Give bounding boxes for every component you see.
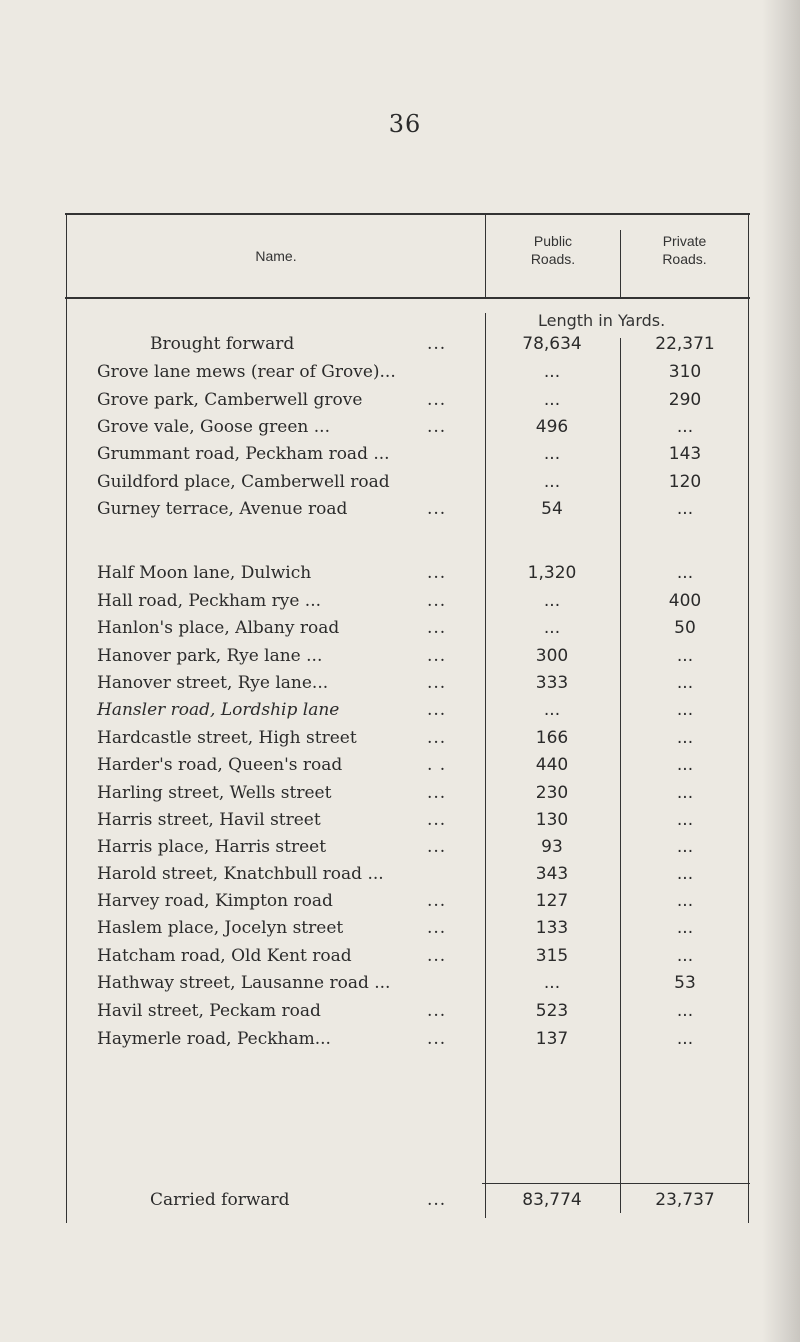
row-private-value: ... (676, 918, 694, 938)
row-private-value: 120 (668, 472, 702, 492)
table-row (0, 783, 800, 810)
table-row (0, 499, 800, 526)
row-private-value: ... (676, 563, 694, 583)
row-name: Harder's road, Queen's road (97, 755, 343, 775)
row-public-value: 440 (535, 755, 569, 775)
row-name: Gurney terrace, Avenue road (97, 499, 348, 519)
row-name: Half Moon lane, Dulwich (97, 563, 312, 583)
row-public-value: 1,320 (527, 563, 577, 583)
row-private-value: ... (676, 946, 694, 966)
row-private-value: ... (676, 837, 694, 857)
table-row (0, 837, 800, 864)
table-row (0, 563, 800, 590)
row-public-value: 315 (535, 946, 569, 966)
row-private-value: ... (676, 728, 694, 748)
row-public-value: 523 (535, 1001, 569, 1021)
row-leader-dots: ... (427, 946, 447, 966)
row-public-value: 83,774 (522, 1190, 582, 1210)
header-public-roads: Public Roads. (530, 233, 576, 267)
table-row (0, 755, 800, 782)
row-leader-dots: ... (427, 417, 447, 437)
row-private-value: ... (676, 417, 694, 437)
row-public-value: ... (543, 472, 561, 492)
row-public-value: ... (543, 444, 561, 464)
row-leader-dots: ... (427, 810, 447, 830)
row-leader-dots: ... (427, 563, 447, 583)
header-rule (65, 297, 750, 299)
row-public-value: ... (543, 362, 561, 382)
carried-forward-row (0, 1190, 800, 1217)
row-private-value: ... (676, 673, 694, 693)
row-name: Hatcham road, Old Kent road (97, 946, 352, 966)
table-row (0, 417, 800, 444)
row-name: Hall road, Peckham rye ... (97, 591, 321, 611)
row-name: Hansler road, Lordship lane (97, 700, 340, 720)
row-leader-dots: ... (427, 700, 447, 720)
table-row (0, 946, 800, 973)
row-name: Haslem place, Jocelyn street (97, 918, 344, 938)
row-public-value: 230 (535, 783, 569, 803)
row-name: Grove lane mews (rear of Grove)... (97, 362, 396, 382)
row-leader-dots: ... (427, 1001, 447, 1021)
row-name: Hanover park, Rye lane ... (97, 646, 323, 666)
table-row (0, 810, 800, 837)
row-private-value: 310 (668, 362, 702, 382)
table-row (0, 591, 800, 618)
row-name: Harold street, Knatchbull road ... (97, 864, 384, 884)
row-name: Harling street, Wells street (97, 783, 332, 803)
row-private-value: 290 (668, 390, 702, 410)
table-row (0, 673, 800, 700)
row-name: Grove vale, Goose green ... (97, 417, 330, 437)
row-name: Brought forward (150, 334, 295, 354)
row-private-value: ... (676, 1029, 694, 1049)
row-leader-dots: ... (427, 390, 447, 410)
row-private-value: ... (676, 1001, 694, 1021)
row-leader-dots: ... (427, 891, 447, 911)
row-leader-dots: ... (427, 1190, 447, 1210)
row-name: Hanlon's place, Albany road (97, 618, 340, 638)
top-rule (65, 213, 750, 215)
row-private-value: ... (676, 646, 694, 666)
row-name: Grove park, Camberwell grove (97, 390, 363, 410)
brought-forward-row (0, 334, 800, 361)
row-leader-dots: ... (427, 673, 447, 693)
total-rule (482, 1183, 750, 1184)
row-name: Harris street, Havil street (97, 810, 321, 830)
row-name: Grummant road, Peckham road ... (97, 444, 390, 464)
row-leader-dots: ... (427, 728, 447, 748)
table-row (0, 362, 800, 389)
row-private-value: ... (676, 810, 694, 830)
row-public-value: ... (543, 618, 561, 638)
row-private-value: 143 (668, 444, 702, 464)
row-public-value: 496 (535, 417, 569, 437)
row-name: Harvey road, Kimpton road (97, 891, 333, 911)
row-public-value: 93 (541, 837, 563, 857)
row-private-value: ... (676, 499, 694, 519)
row-private-value: ... (676, 864, 694, 884)
page-number: 36 (388, 110, 422, 138)
row-private-value: 400 (668, 591, 702, 611)
row-public-value: 300 (535, 646, 569, 666)
table-row (0, 700, 800, 727)
row-public-value: 130 (535, 810, 569, 830)
row-leader-dots: ... (427, 591, 447, 611)
row-name: Carried forward (150, 1190, 290, 1210)
row-public-value: 137 (535, 1029, 569, 1049)
row-leader-dots: ... (427, 618, 447, 638)
row-private-value: ... (676, 783, 694, 803)
table-row (0, 891, 800, 918)
row-leader-dots: . . (427, 755, 447, 775)
table-row (0, 472, 800, 499)
row-name: Havil street, Peckam road (97, 1001, 321, 1021)
row-leader-dots: ... (427, 499, 447, 519)
row-leader-dots: ... (427, 837, 447, 857)
table-row (0, 646, 800, 673)
row-private-value: ... (676, 891, 694, 911)
row-public-value: 166 (535, 728, 569, 748)
table-row (0, 618, 800, 645)
row-leader-dots: ... (427, 646, 447, 666)
row-name: Hanover street, Rye lane... (97, 673, 329, 693)
table-row (0, 1029, 800, 1056)
header-name: Name. (255, 248, 297, 264)
table-row (0, 728, 800, 755)
row-private-value: ... (676, 700, 694, 720)
row-name: Guildford place, Camberwell road (97, 472, 390, 492)
row-leader-dots: ... (427, 918, 447, 938)
table-row (0, 1001, 800, 1028)
row-name: Haymerle road, Peckham... (97, 1029, 331, 1049)
row-public-value: 133 (535, 918, 569, 938)
row-public-value: ... (543, 591, 561, 611)
row-private-value: 22,371 (655, 334, 715, 354)
row-leader-dots: ... (427, 783, 447, 803)
row-private-value: ... (676, 755, 694, 775)
unit-label: Length in Yards. (538, 311, 666, 330)
row-public-value: ... (543, 973, 561, 993)
row-leader-dots: ... (427, 1029, 447, 1049)
row-public-value: ... (543, 700, 561, 720)
row-public-value: 127 (535, 891, 569, 911)
row-public-value: 78,634 (522, 334, 582, 354)
row-public-value: 54 (541, 499, 563, 519)
row-private-value: 53 (674, 973, 696, 993)
row-public-value: ... (543, 390, 561, 410)
row-name: Harris place, Harris street (97, 837, 327, 857)
row-private-value: 50 (674, 618, 696, 638)
row-public-value: 333 (535, 673, 569, 693)
row-leader-dots: ... (427, 334, 447, 354)
table-row (0, 390, 800, 417)
table-row (0, 444, 800, 471)
row-public-value: 343 (535, 864, 569, 884)
row-name: Hathway street, Lausanne road ... (97, 973, 391, 993)
table-row (0, 918, 800, 945)
row-private-value: 23,737 (655, 1190, 715, 1210)
header-private-roads: Private Roads. (662, 233, 707, 267)
table-row (0, 973, 800, 1000)
table-row (0, 864, 800, 891)
row-name: Hardcastle street, High street (97, 728, 357, 748)
